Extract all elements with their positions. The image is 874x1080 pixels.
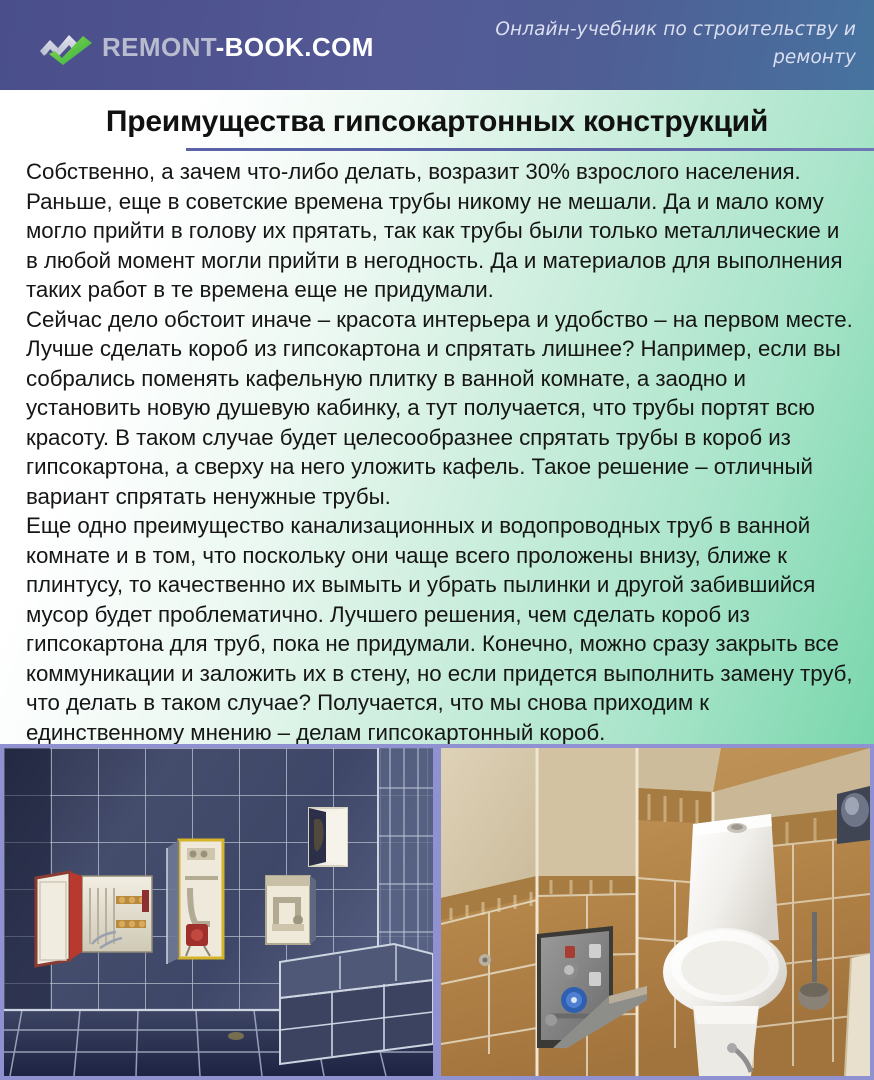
logo-text-part-1: REMONT [102, 32, 216, 62]
site-logo[interactable] [38, 27, 374, 67]
site-header [0, 0, 874, 90]
article-body [26, 157, 854, 747]
article-title-block [0, 104, 874, 140]
title-underline-rule [186, 148, 874, 151]
article-paragraph-2: Сейчас дело обстоит иначе – красота интерьера и удобство – на первом месте. Лучше сделать короб из гипсокартона и спрятать лишнее? Например, если вы собрались поменять кафельную плитку в ванной комнате, а заодно и установить новую душевую кабинку, а тут получается, что трубы портят всю красоту. В таком случае будет целесообразнее спрятать трубы в короб из гипсокартона, а сверху на него уложить кафель. Такое решение – отличный вариант спрятать ненужные трубы. [26, 306, 853, 509]
photo-right-illustration [441, 748, 870, 1076]
page-title: Преимущества гипсокартонных конструкций [105, 105, 769, 138]
site-logo-text [102, 34, 374, 60]
photo-left-illustration [4, 748, 433, 1076]
photo-beige-tiled-toilet-water-meters [437, 744, 874, 1080]
article-paragraph-1: Собственно, а зачем что-либо делать, возразит 30% взрослого населения. Раньше, еще в советские времена трубы никому не мешали. Да и мало кому могло прийти в голову их прятать, так как трубы были только металлические и в любой момент могли прийти в негодность. Да и материалов для выполнения таких работ в те времена еще не придумали. [26, 159, 843, 302]
logo-text-part-2: -BOOK.COM [215, 32, 374, 62]
article-photo-row [0, 744, 874, 1080]
site-tagline: Онлайн-учебник по строительству и ремонту [495, 19, 856, 68]
article-paragraph-3: Еще одно преимущество канализационных и водопроводных труб в ванной комнате и в том, что поскольку они чаще всего проложены внизу, ближе к плинтусу, то качественно их вымыть и убрать пылинки и другой забившийся мусор будет проблематично. Лучшего решения, чем сделать короб из гипсокартона для труб, пока не придумали. Конечно, можно сразу закрыть все коммуникации и заложить их в стену, но если придется выполнить замену труб, что делать в таком случае? Получается, что мы снова приходим к единственному мнению – делам гипсокартонный короб. [26, 513, 853, 745]
photo-blue-tiled-bathroom-access-panels [0, 744, 437, 1080]
zigzag-check-logo-icon [38, 27, 98, 67]
